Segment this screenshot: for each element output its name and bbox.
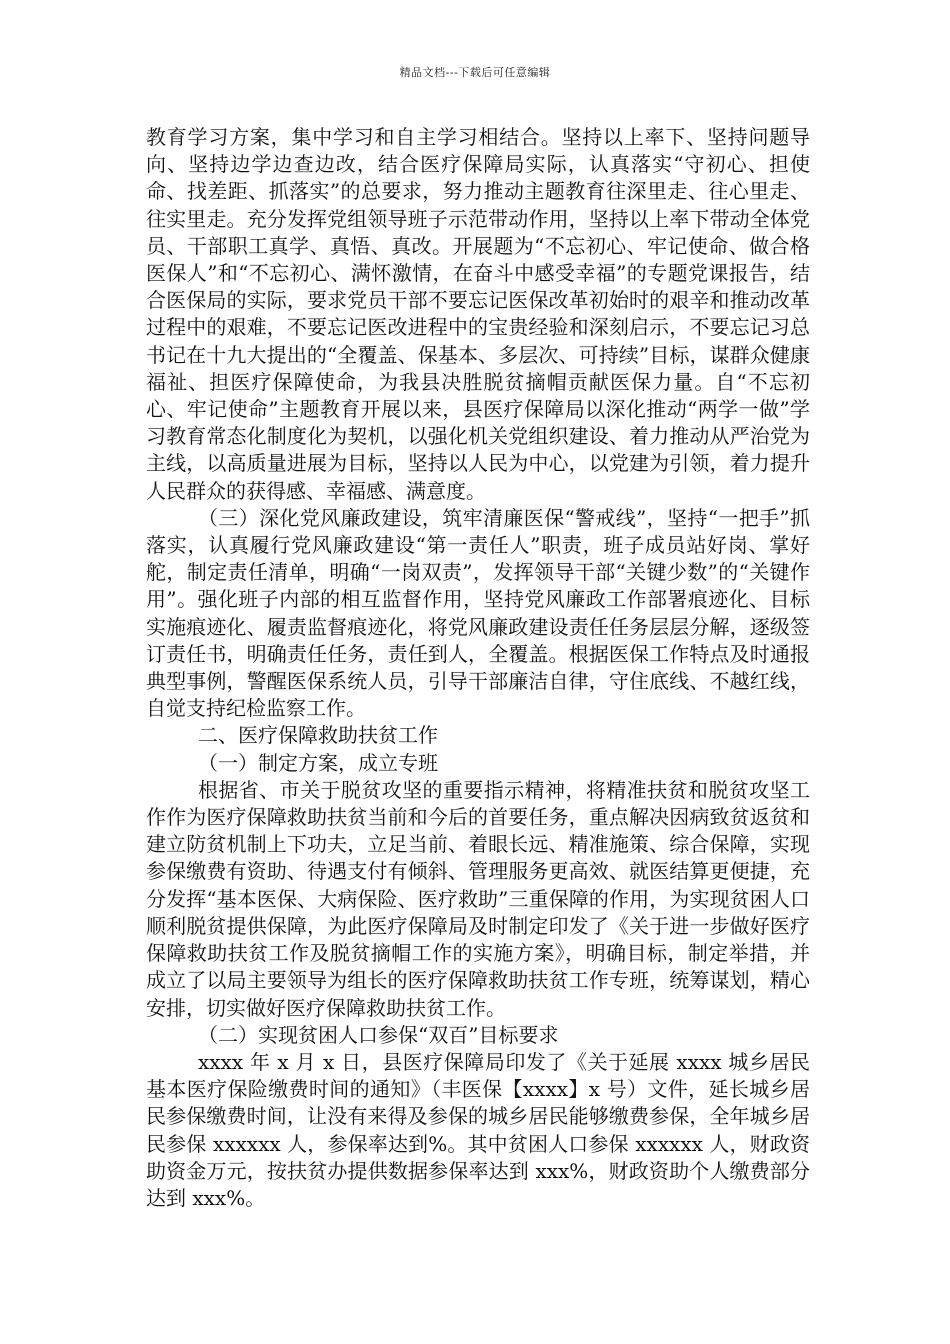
paragraph-1: 教育学习方案，集中学习和自主学习相结合。坚持以上率下、坚持问题导向、坚持边学边查边改，结合医疗保障局实际，认真落实“守初心、担使命、找差距、抓落实”的总要求，努力推动主题教育往深里走、往心里走、往实里走。充分发挥党组领导班子示范带动作用，坚持以上率下带动全体党员、干部职工真学、真悟、真改。开展题为“不忘初心、牢记使命、做合格医保人”和“不忘初心、满怀激情，在奋斗中感受幸福”的专题党课报告，结合医保局的实际，要求党员干部不要忘记医保改革初始时的艰辛和推动改革过程中的艰难，不要忘记医改进程中的宝贵经验和深刻启示，不要忘记习总书记在十九大提出的“全覆盖、保基本、多层次、可持续”目标，谋群众健康福祉、担医疗保障使命，为我县决胜脱贫摘帽贡献医保力量。自“不忘初心、牢记使命”主题教育开展以来，县医疗保障局以深化推动“两学一做”学习教育常态化制度化为契机，以强化机关党组织建设、着力推动从严治党为主线，以高质量进展为目标，坚持以人民为中心，以党建为引领，着力提升人民群众的获得感、幸福感、满意度。 <box>146 125 810 503</box>
paragraph-3: 根据省、市关于脱贫攻坚的重要指示精神，将精准扶贫和脱贫攻坚工作作为医疗保障救助扶贫当前和今后的首要任务，重点解决因病致贫返贫和建立防贫机制上下功夫，立足当前、着眼长远、精准施策、综合保障，实现参保缴费有资助、待遇支付有倾斜、管理服务更高效、就医结算更便捷，充分发挥“基本医保、大病保险、医疗救助”三重保障的作用，为实现贫困人口顺利脱贫提供保障，为此医疗保障局及时制定印发了《关于进一步做好医疗保障救助扶贫工作及脱贫摘帽工作的实施方案》，明确目标，制定举措，并成立了以局主要领导为组长的医疗保障救助扶贫工作专班，统筹谋划，精心安排，切实做好医疗保障救助扶贫工作。 <box>146 777 810 1020</box>
page-header: 精品文档---下载后可任意编辑 <box>399 66 551 79</box>
paragraph-2: （三）深化党风廉政建设，筑牢清廉医保“警戒线”，坚持“一把手”抓落实，认真履行党风廉政建设“第一责任人”职责，班子成员站好岗、掌好舵，制定责任清单，明确“一岗双责”，发挥领导干部“关键少数”的“关键作用”。强化班子内部的相互监督作用，坚持党风廉政工作部署痕迹化、目标实施痕迹化、履责监督痕迹化，将党风廉政建设责任任务层层分解，逐级签订责任书，明确责任任务，责任到人，全覆盖。根据医保工作特点及时通报典型事例，警醒医保系统人员，引导干部廉洁自律，守住底线、不越红线，自觉支持纪检监察工作。 <box>146 505 810 721</box>
subsection-heading-2: （二）实现贫困人口参保“双百”目标要求 <box>198 1022 559 1047</box>
paragraph-4: xxxx 年 x 月 x 日，县医疗保障局印发了《关于延展 xxxx 城乡居民基本医疗保险缴费时间的通知》（丰医保【xxxx】x 号）文件，延长城乡居民参保缴费时间，让没有来得及参保的城乡居民能够缴费参保，全年城乡居民参保 xxxxxx 人，参保率达到%。其中贫困人口参保 xxxxxx 人，财政资助资金万元，按扶贫办提供数据参保率达到 xxx%，财政资助个人缴费部分达到 xxx%。 <box>146 1049 810 1210</box>
document-body <box>146 124 810 1212</box>
subsection-heading-1: （一）制定方案，成立专班 <box>198 750 438 775</box>
section-heading-2: 二、医疗保障救助扶贫工作 <box>198 723 438 748</box>
